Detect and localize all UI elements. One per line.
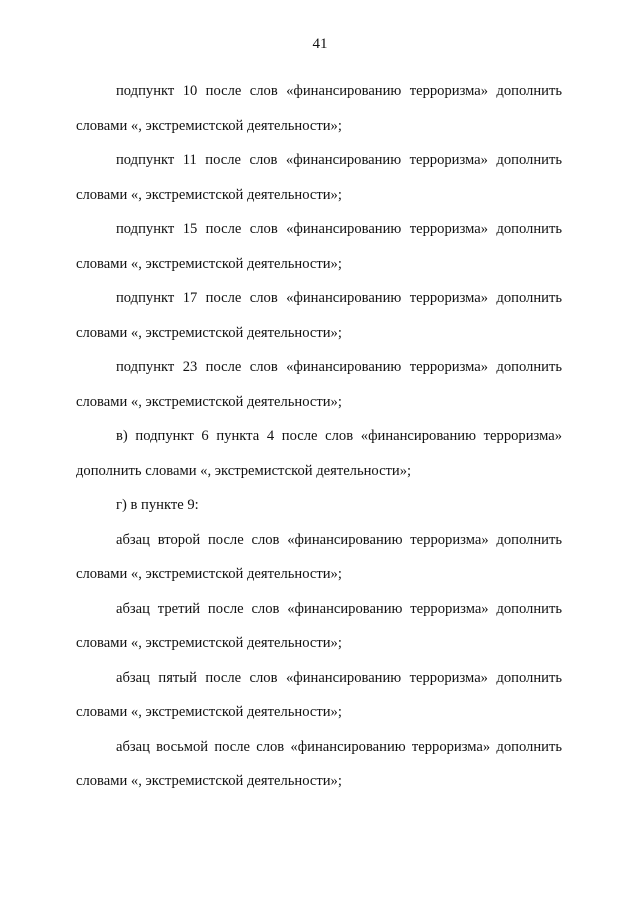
paragraph-line: абзац пятый после слов «финансированию терроризма» дополнить xyxy=(116,669,562,686)
paragraph-line: подпункт 10 после слов «финансированию терроризма» дополнить xyxy=(116,83,562,99)
paragraph-abzac-8 xyxy=(76,730,562,799)
paragraph-line: словами «, экстремистской деятельности»; xyxy=(76,773,342,789)
document-body xyxy=(76,74,562,799)
paragraph-line: абзац второй после слов «финансированию терроризма» дополнить xyxy=(116,531,562,548)
paragraph-subitem-10 xyxy=(76,74,562,143)
paragraph-line: словами «, экстремистской деятельности»; xyxy=(76,186,342,203)
paragraph-line: абзац восьмой после слов «финансированию терроризма» дополнить xyxy=(116,738,562,755)
paragraph-line: подпункт 11 после слов «финансированию терроризма» дополнить xyxy=(116,152,562,168)
paragraph-line: дополнить словами «, экстремистской деятельности»; xyxy=(76,462,412,479)
paragraph-abzac-5 xyxy=(76,661,562,730)
paragraph-line: подпункт 23 после слов «финансированию терроризма» дополнить xyxy=(116,359,562,375)
paragraph-line: словами «, экстремистской деятельности»; xyxy=(76,635,342,651)
paragraph-line: подпункт 17 после слов «финансированию терроризма» дополнить xyxy=(116,290,562,306)
paragraph-line: в) подпункт 6 пункта 4 после слов «финансированию терроризма» xyxy=(116,428,562,444)
paragraph-abzac-3 xyxy=(76,592,562,661)
paragraph-line: словами «, экстремистской деятельности»; xyxy=(76,255,342,272)
paragraph-line: словами «, экстремистской деятельности»; xyxy=(76,324,342,341)
paragraph-item-g: г) в пункте 9: xyxy=(116,497,199,513)
paragraph-abzac-2 xyxy=(76,523,562,592)
paragraph-subitem-11 xyxy=(76,143,562,212)
paragraph-line: словами «, экстремистской деятельности»; xyxy=(76,117,342,134)
paragraph-subitem-23 xyxy=(76,350,562,419)
paragraph-line: подпункт 15 после слов «финансированию терроризма» дополнить xyxy=(116,221,562,237)
paragraph-line: абзац третий после слов «финансированию терроризма» дополнить xyxy=(116,600,562,617)
paragraph-line: словами «, экстремистской деятельности»; xyxy=(76,704,342,720)
paragraph-subitem-17 xyxy=(76,281,562,350)
paragraph-item-v xyxy=(76,419,562,488)
paragraph-line: словами «, экстремистской деятельности»; xyxy=(76,566,342,582)
paragraph-line: словами «, экстремистской деятельности»; xyxy=(76,393,342,410)
page-number: 41 xyxy=(312,36,328,52)
paragraph-subitem-15 xyxy=(76,212,562,281)
